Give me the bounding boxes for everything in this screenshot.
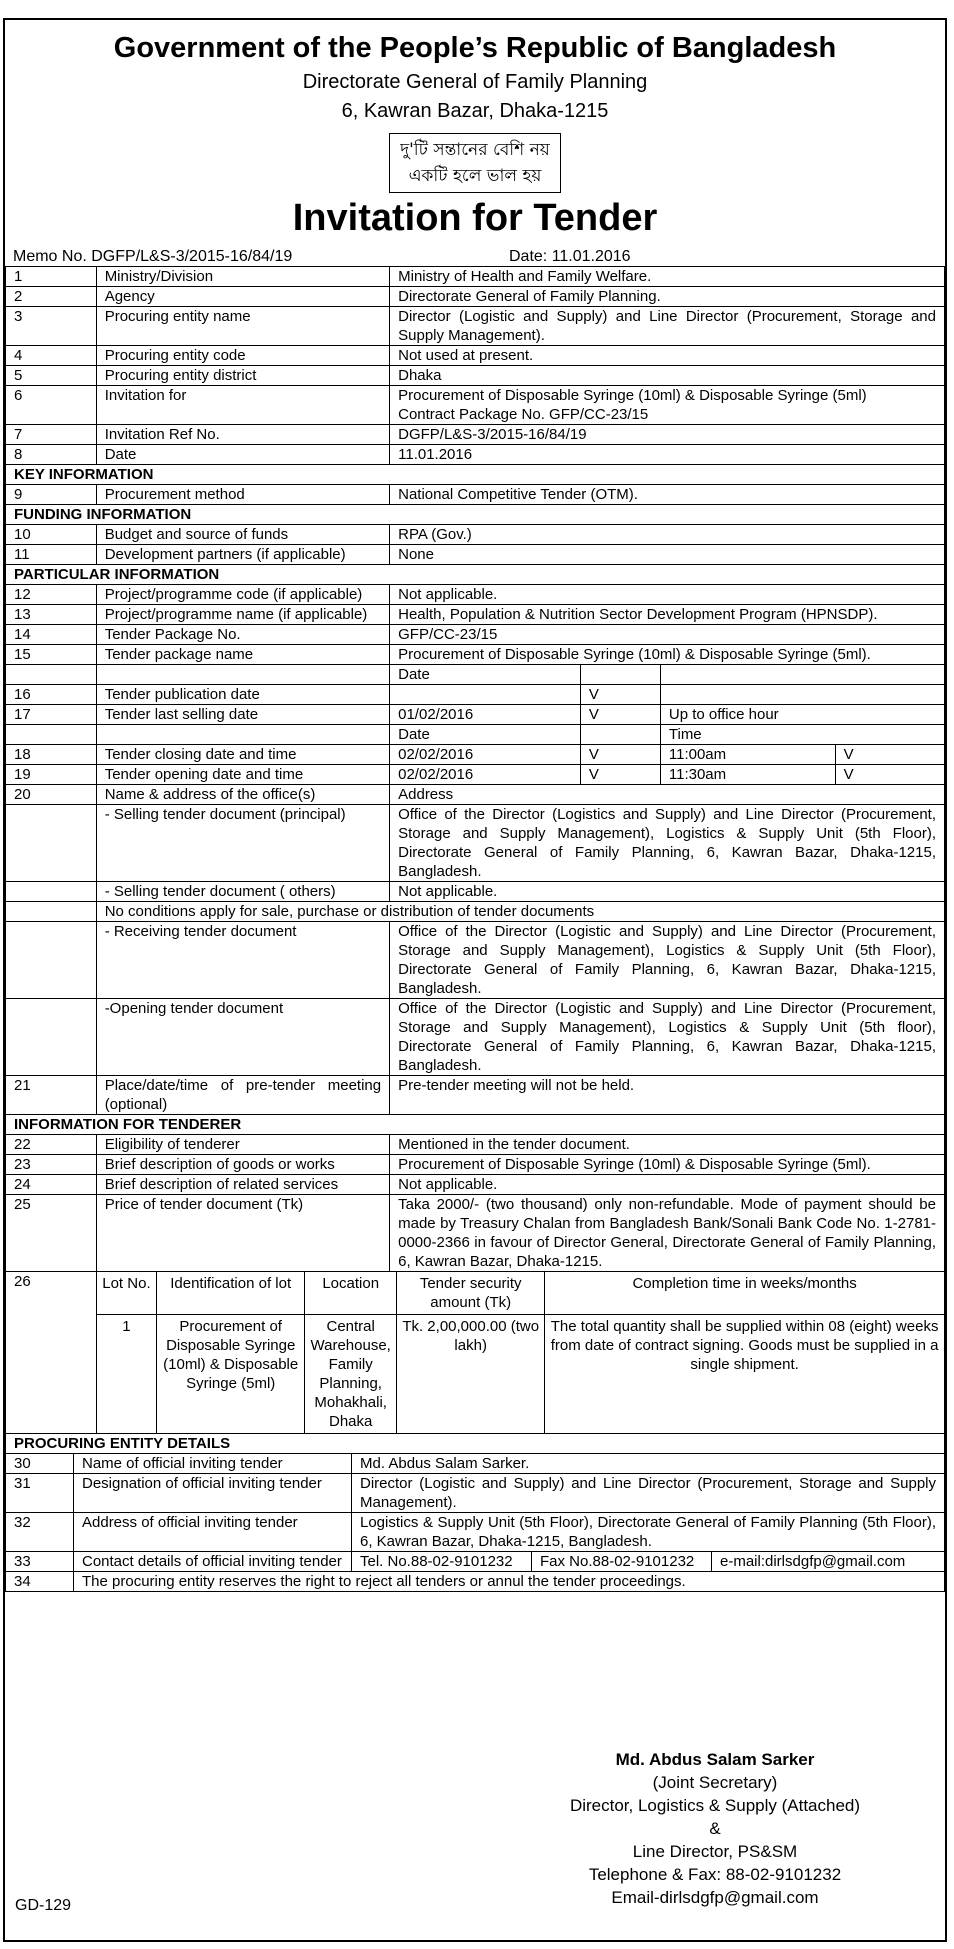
- table-row: 26 Lot No. Identification of lot Location Tender security amount (Tk) Completion time in weeks/months 1 Procurement of Disposable Syringe (10ml) & Disposable Syringe (5ml) Central Warehouse, Family Planning, Mohakhali, Dhaka Tk. 2,00,000.00 (two lakh) The total quantity shall be supplied within 08 (eight) weeks from date of contract signing. Goods must be supplied in a single shipment.: [6, 1272, 945, 1434]
- table-row: - Receiving tender document Office of the Director (Logistic and Supply) and Line Director (Procurement, Storage and Supply Management), Logistics & Supply Unit (5th Floor), Directorate General of Family Planning, 6, Kawran Bazar, Dhaka-1215, Bangladesh.: [6, 922, 945, 999]
- table-row: 16 Tender publication date V: [6, 685, 945, 705]
- directorate-name: Directorate General of Family Planning: [302, 71, 648, 93]
- memo-number: Memo No. DGFP/L&S-3/2015-16/84/19: [13, 248, 293, 265]
- table-row: 12 Project/programme code (if applicable) Not applicable.: [6, 585, 945, 605]
- section-heading: FUNDING INFORMATION: [6, 505, 945, 525]
- signatory-name: Md. Abdus Salam Sarker: [615, 1750, 815, 1769]
- table-row: 2 Agency Directorate General of Family Planning.: [6, 287, 945, 307]
- table-row: Date: [6, 665, 945, 685]
- table-row: 19 Tender opening date and time 02/02/2016 V 11:30am V: [6, 765, 945, 785]
- table-row: 33 Contact details of official inviting tender Tel. No.88-02-9101232 Fax No.88-02-9101232 e-mail:dirlsdgfp@gmail.com: [6, 1552, 945, 1572]
- table-row: 17 Tender last selling date 01/02/2016 V Up to office hour: [6, 705, 945, 725]
- lot-table: [97, 1272, 944, 1433]
- slogan-box: [389, 133, 561, 193]
- table-row: 30 Name of official inviting tender Md. Abdus Salam Sarker.: [6, 1454, 945, 1474]
- procuring-table: [5, 1453, 945, 1592]
- table-row: Date Time: [6, 725, 945, 745]
- table-row: 10 Budget and source of funds RPA (Gov.): [6, 525, 945, 545]
- table-row: 5 Procuring entity district Dhaka: [6, 366, 945, 386]
- lot-row: 1 Procurement of Disposable Syringe (10ml) & Disposable Syringe (5ml) Central Warehouse, Family Planning, Mohakhali, Dhaka Tk. 2,00,000.00 (two lakh) The total quantity shall be supplied within 08 (eight) weeks from date of contract signing. Goods must be supplied in a single shipment.: [97, 1315, 944, 1434]
- table-row: -Opening tender document Office of the Director (Logistic and Supply) and Line Director (Procurement, Storage and Supply Management), Logistics & Supply Unit (5th floor), Directorate General of Family Planning, 6, Kawran Bazar, Dhaka-1215, Bangladesh.: [6, 999, 945, 1076]
- table-row: 20 Name & address of the office(s) Address: [6, 785, 945, 805]
- document-code: GD-129: [15, 1897, 72, 1914]
- section-heading: INFORMATION FOR TENDERER: [6, 1115, 945, 1135]
- slogan-line-1: দু'টি সন্তানের বেশি নয়: [400, 140, 550, 160]
- table-row: 9 Procurement method National Competitive Tender (OTM).: [6, 485, 945, 505]
- table-row: 6 Invitation for Procurement of Disposable Syringe (10ml) & Disposable Syringe (5ml) Contract Package No. GFP/CC-23/15: [6, 386, 945, 425]
- table-row: 3 Procuring entity name Director (Logistic and Supply) and Line Director (Procurement, Storage and Supply Management).: [6, 307, 945, 346]
- table-row: 31 Designation of official inviting tender Director (Logistic and Supply) and Line Director (Procurement, Storage and Supply Management).: [6, 1474, 945, 1513]
- table-row: - Selling tender document (principal) Office of the Director (Logistics and Supply) and Line Director (Procurement, Storage and Supply Management), Logistics & Supply Unit (5th Floor), Directorate General of Family Planning, 6, Kawran Bazar, Dhaka-1215, Bangladesh.: [6, 805, 945, 882]
- memo-date: Date: 11.01.2016: [509, 248, 631, 265]
- table-row: 4 Procuring entity code Not used at present.: [6, 346, 945, 366]
- table-row: 7 Invitation Ref No. DGFP/L&S-3/2015-16/84/19: [6, 425, 945, 445]
- table-row: 15 Tender package name Procurement of Disposable Syringe (10ml) & Disposable Syringe (5ml).: [6, 645, 945, 665]
- table-row: 25 Price of tender document (Tk) Taka 2000/- (two thousand) only non-refundable. Mode of payment should be made by Treasury Chalan from Bangladesh Bank/Sonali Bank Code No. 1-2781-0000-2366 in favour of Director General, Directorate General of Family Planning, 6, Kawran Bazar, Dhaka-1215.: [6, 1195, 945, 1272]
- letterhead: [5, 32, 945, 240]
- table-row: 22 Eligibility of tenderer Mentioned in the tender document.: [6, 1135, 945, 1155]
- section-heading: PROCURING ENTITY DETAILS: [6, 1434, 945, 1454]
- document-title: Invitation for Tender: [292, 197, 658, 239]
- table-row: No conditions apply for sale, purchase or distribution of tender documents: [6, 902, 945, 922]
- signature-block: Md. Abdus Salam Sarker (Joint Secretary) Director, Logistics & Supply (Attached) & Line Director, PS&SM Telephone & Fax: 88-02-9101232 Email-dirlsdgfp@gmail.com: [545, 1748, 885, 1909]
- government-title: Government of the People’s Republic of Bangladesh: [113, 32, 837, 64]
- table-row: 13 Project/programme name (if applicable) Health, Population & Nutrition Sector Development Program (HPNSDP).: [6, 605, 945, 625]
- lot-header-row: Lot No. Identification of lot Location Tender security amount (Tk) Completion time in weeks/months: [97, 1272, 944, 1315]
- table-row: 1 Ministry/Division Ministry of Health and Family Welfare.: [6, 267, 945, 287]
- table-row: 24 Brief description of related services Not applicable.: [6, 1175, 945, 1195]
- table-row: 11 Development partners (if applicable) None: [6, 545, 945, 565]
- section-heading: PARTICULAR INFORMATION: [6, 565, 945, 585]
- table-row: 18 Tender closing date and time 02/02/2016 V 11:00am V: [6, 745, 945, 765]
- table-row: 34 The procuring entity reserves the right to reject all tenders or annul the tender proceedings.: [6, 1572, 945, 1592]
- tender-page: [3, 18, 947, 1942]
- tender-table: [5, 266, 945, 1454]
- slogan-line-2: একটি হলে ভাল হয়: [408, 166, 542, 186]
- directorate-address: 6, Kawran Bazar, Dhaka-1215: [341, 100, 609, 122]
- table-row: - Selling tender document ( others) Not applicable.: [6, 882, 945, 902]
- table-row: 14 Tender Package No. GFP/CC-23/15: [6, 625, 945, 645]
- table-row: 32 Address of official inviting tender Logistics & Supply Unit (5th Floor), Directorate General of Family Planning (5th Floor), 6, Kawran Bazar, Dhaka-1215, Bangladesh.: [6, 1513, 945, 1552]
- table-row: 21 Place/date/time of pre-tender meeting (optional) Pre-tender meeting will not be held.: [6, 1076, 945, 1115]
- table-row: 8 Date 11.01.2016: [6, 445, 945, 465]
- memo-line: [5, 248, 945, 266]
- section-heading: KEY INFORMATION: [6, 465, 945, 485]
- table-row: 23 Brief description of goods or works Procurement of Disposable Syringe (10ml) & Disposable Syringe (5ml).: [6, 1155, 945, 1175]
